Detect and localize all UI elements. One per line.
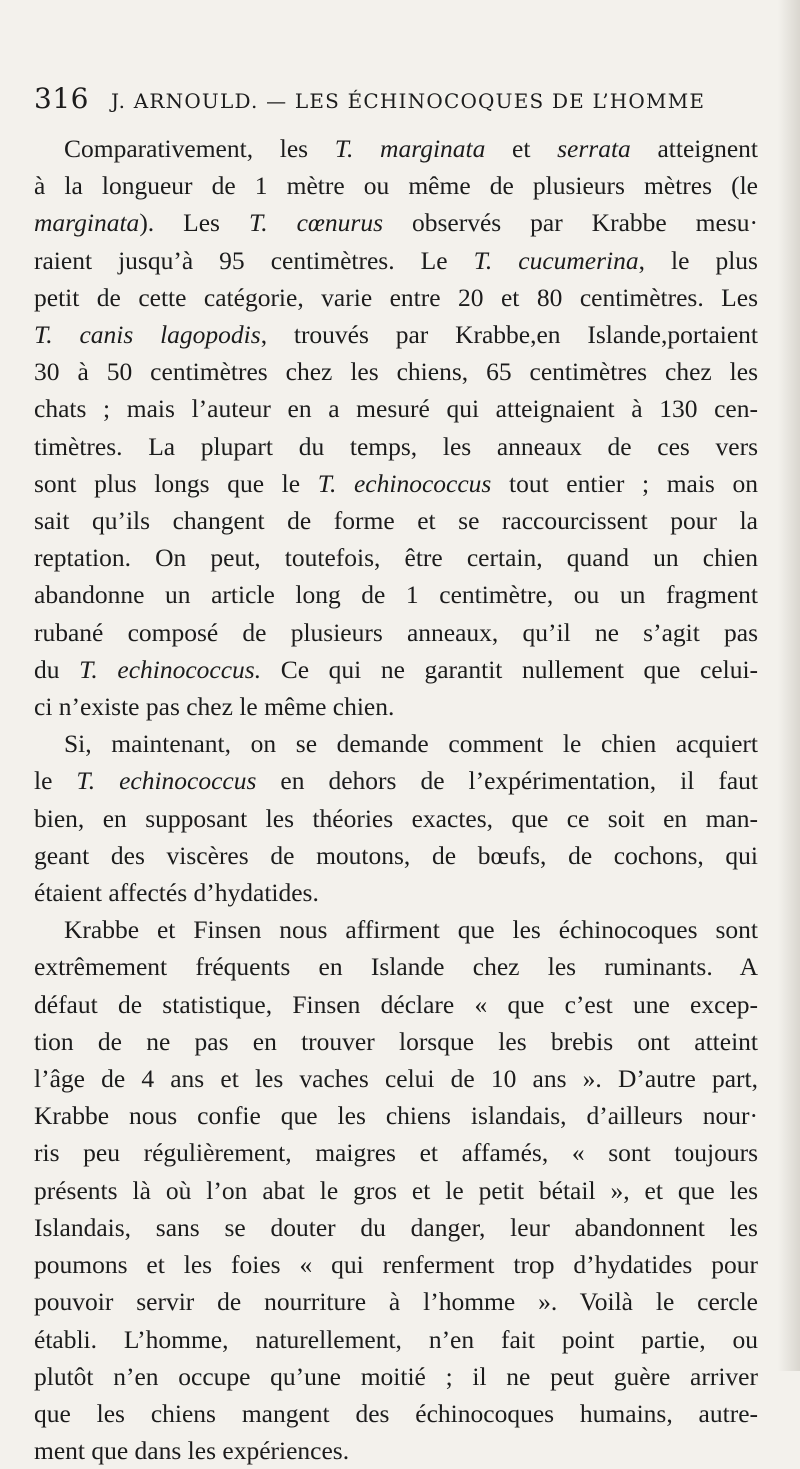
- text-run: Krabbe nous confie que les chiens islandais, d’ailleurs nour·: [34, 1101, 758, 1131]
- text-run: pouvoir servir de nourriture à l’homme ». Voilà le cercle: [34, 1287, 758, 1317]
- italic-term: T. marginata: [334, 134, 486, 163]
- text-line: [34, 911, 758, 948]
- text-run: sont plus longs que le: [34, 468, 318, 498]
- text-run: l’âge de 4 ans et les vaches celui de 10 ans ». D’autre part,: [34, 1064, 758, 1094]
- text-run: Ce qui ne garantit nullement que celui-: [261, 654, 759, 684]
- italic-term: T. canis lagopodis: [34, 320, 261, 350]
- italic-term: T. echinococcus.: [79, 654, 262, 684]
- text-line: [34, 1209, 758, 1246]
- text-run: abandonne un article long de 1 centimètre, ou un fragment: [34, 580, 758, 610]
- text-line: [34, 242, 758, 279]
- text-run: plutôt n’en occupe qu’une moitié ; il ne peut guère arriver: [34, 1361, 758, 1391]
- text-run: raient jusqu’à 95 centimètres. Le: [34, 245, 474, 275]
- text-run: à la longueur de 1 mètre ou même de plusieurs mètres (le: [34, 171, 758, 201]
- text-line: [34, 130, 758, 167]
- text-run: défaut de statistique, Finsen déclare « que c’est une excep-: [34, 989, 758, 1019]
- italic-term: T. echinococcus: [317, 468, 492, 498]
- text-run: en dehors de l’expérimentation, il faut: [256, 766, 758, 796]
- text-line: [34, 390, 758, 427]
- page-edge-shadow: [778, 0, 800, 1371]
- text-line: [34, 502, 758, 539]
- text-run: établi. L’homme, naturellement, n’en fait point partie, ou: [34, 1324, 758, 1354]
- text-run: rubané composé de plusieurs anneaux, qu’il ne s’agit pas: [34, 617, 758, 647]
- text-line: [34, 651, 758, 688]
- text-run: geant des viscères de moutons, de bœufs, de cochons, qui: [34, 840, 758, 870]
- text-run: du: [34, 654, 80, 684]
- text-run: et: [485, 134, 558, 163]
- text-run: 30 à 50 centimètres chez les chiens, 65 centimètres chez les: [34, 357, 758, 387]
- text-line: [34, 837, 758, 874]
- text-run: tion de ne pas en trouver lorsque les brebis ont atteint: [34, 1026, 758, 1056]
- text-run: ci n’existe pas chez le même chien.: [34, 692, 395, 722]
- text-line: [34, 725, 758, 762]
- text-run: Comparativement, les: [64, 134, 335, 163]
- text-run: tout entier ; mais on: [491, 468, 758, 498]
- text-line: [34, 614, 758, 651]
- text-run: poumons et les foies « qui renferment trop d’hydatides pour: [34, 1250, 758, 1280]
- text-run: extrêmement fréquents en Islande chez les ruminants. A: [34, 952, 758, 982]
- text-run: Islandais, sans se douter du danger, leur abandonnent les: [34, 1212, 758, 1242]
- text-line: [34, 1395, 758, 1432]
- text-run: timètres. La plupart du temps, les anneaux de ces vers: [34, 431, 758, 461]
- text-line: [34, 167, 758, 204]
- text-line: [34, 1172, 758, 1209]
- text-line: [34, 1283, 758, 1320]
- text-line: [34, 762, 758, 799]
- text-run: petit de cette catégorie, varie entre 20 et 80 centimètres. Les: [34, 282, 758, 312]
- text-run: observés par Krabbe mesu·: [383, 208, 759, 238]
- text-line: [34, 1432, 758, 1469]
- text-run: , le plus: [638, 245, 758, 275]
- text-line: [34, 428, 758, 465]
- text-run: sait qu’ils changent de forme et se raccourcissent pour la: [34, 506, 758, 536]
- text-line: [34, 1246, 758, 1283]
- text-line: [34, 465, 758, 502]
- text-run: , trouvés par Krabbe,en Islande,portaient: [260, 320, 758, 350]
- text-run: présents là où l’on abat le gros et le petit bétail », et que les: [34, 1175, 758, 1205]
- text-run: chats ; mais l’auteur en a mesuré qui atteignaient à 130 cen-: [34, 394, 758, 424]
- text-line: [34, 316, 758, 353]
- italic-term: marginata: [34, 208, 140, 238]
- text-run: ment que dans les expériences.: [34, 1436, 350, 1466]
- text-line: [34, 948, 758, 985]
- text-line: [34, 539, 758, 576]
- text-line: [34, 1134, 758, 1171]
- text-line: [34, 279, 758, 316]
- running-head: J. ARNOULD. — LES ÉCHINOCOQUES DE L’HOMME: [110, 89, 706, 113]
- page-number: 316: [34, 82, 89, 115]
- paragraph: [34, 725, 758, 911]
- paragraph: [34, 130, 758, 725]
- text-line: [34, 1060, 758, 1097]
- italic-term: serrata: [557, 134, 631, 163]
- text-run: que les chiens mangent des échinocoques humains, autre-: [34, 1398, 758, 1428]
- text-line: [34, 353, 758, 390]
- text-run: étaient affectés d’hydatides.: [34, 878, 319, 908]
- page-header: [34, 82, 758, 120]
- italic-term: T. cucumerina: [473, 245, 639, 275]
- text-line: [34, 1358, 758, 1395]
- text-run: ris peu régulièrement, maigres et affamés, « sont toujours: [34, 1138, 758, 1168]
- text-run: ). Les: [139, 208, 249, 238]
- text-line: [34, 1097, 758, 1134]
- italic-term: T. echinococcus: [76, 766, 257, 796]
- text-line: [34, 1023, 758, 1060]
- text-line: [34, 688, 758, 725]
- italic-term: T. cœnurus: [248, 208, 383, 238]
- body-text: [34, 130, 758, 1469]
- text-line: [34, 1321, 758, 1358]
- text-run: Si, maintenant, on se demande comment le chien acquiert: [64, 729, 758, 759]
- paragraph: [34, 911, 758, 1469]
- text-line: [34, 874, 758, 911]
- text-run: reptation. On peut, toutefois, être certain, quand un chien: [34, 543, 758, 573]
- text-line: [34, 800, 758, 837]
- text-run: le: [34, 766, 77, 796]
- text-line: [34, 576, 758, 613]
- text-run: atteignent: [630, 134, 759, 163]
- text-run: Krabbe et Finsen nous affirment que les échinocoques sont: [64, 915, 758, 945]
- text-line: [34, 204, 758, 241]
- text-line: [34, 986, 758, 1023]
- text-run: bien, en supposant les théories exactes, que ce soit en man-: [34, 803, 758, 833]
